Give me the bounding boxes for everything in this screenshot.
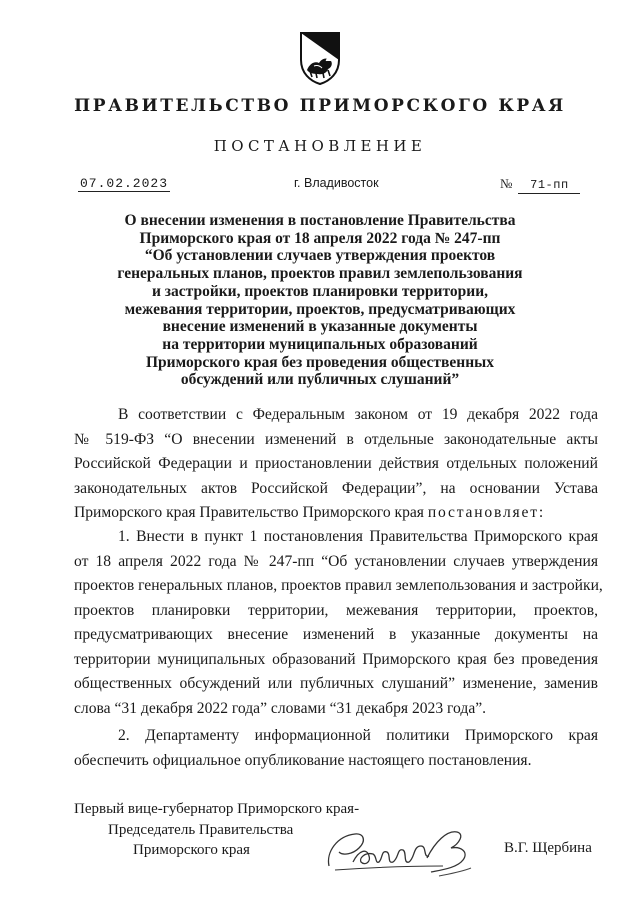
- paragraph-line: № 519-ФЗ “О внесении изменений в отдельные законодательные акты: [74, 430, 598, 448]
- signatory-position: [74, 799, 359, 861]
- title-line: Приморского края без проведения общественных: [146, 353, 494, 371]
- preamble-paragraph: [74, 403, 598, 526]
- signatory-name: В.Г. Щербина: [504, 840, 592, 856]
- paragraph-line: 2. Департаменту информационной политики Приморского края: [118, 727, 598, 744]
- handwritten-signature: [323, 822, 483, 880]
- paragraph-line: общественных обсуждений или публичных слушаний” изменение, заменив: [74, 675, 598, 692]
- document-city: г. Владивосток: [294, 176, 379, 190]
- title-line: на территории муниципальных образований: [162, 335, 478, 353]
- paragraph-line: В соответствии с Федеральным законом от 19 декабря 2022 года: [118, 406, 598, 423]
- paragraph-line: Российской Федерации и приостановлении действия отдельных положений: [74, 455, 598, 472]
- document-type: ПОСТАНОВЛЕНИЕ: [213, 137, 427, 155]
- paragraph-line: обеспечить официальное опубликование настоящего постановления.: [74, 751, 532, 769]
- decree-word: постановляет:: [427, 504, 545, 521]
- document-number: [500, 176, 580, 194]
- title-line: обсуждений или публичных слушаний”: [180, 371, 460, 389]
- document-title: [100, 212, 540, 389]
- paragraph-line: проектов планировки территории, межевания территории, проектов,: [74, 601, 598, 619]
- title-line: внесение изменений в указанные документы: [162, 318, 478, 336]
- position-line: Первый вице-губернатор Приморского края-: [74, 801, 360, 817]
- paragraph-line: Приморского края Правительство Приморского края: [74, 504, 424, 521]
- paragraph-line: 1. Внести в пункт 1 постановления Правительства Приморского края: [118, 528, 598, 545]
- paragraph-line: законодательных актов Российской Федерации”, на основании Устава: [74, 479, 598, 497]
- title-line: и застройки, проектов планировки территории,: [151, 282, 489, 300]
- position-line: Приморского края: [133, 842, 250, 858]
- paragraph-line: предусматривающих внесение изменений в указанные документы на: [74, 626, 598, 643]
- document-date: 07.02.2023: [80, 176, 169, 191]
- title-line: Приморского края от 18 апреля 2022 года № 247-пп: [139, 229, 501, 247]
- paragraph-line: от 18 апреля 2022 года № 247-пп “Об установлении случаев утверждения: [74, 552, 598, 570]
- title-line: О внесении изменения в постановление Правительства: [124, 212, 516, 229]
- item-2-paragraph: [74, 724, 598, 773]
- title-line: межевания территории, проектов, предусматривающих: [124, 300, 516, 318]
- coat-of-arms-emblem: [298, 30, 342, 86]
- item-1-paragraph: [74, 525, 603, 721]
- number-value: 71-пп: [518, 178, 580, 194]
- paragraph-line: слова “31 декабря 2022 года” словами “31 декабря 2023 года”.: [74, 699, 487, 717]
- position-line: Председатель Правительства: [108, 821, 294, 838]
- title-line: генеральных планов, проектов правил землепользования: [117, 265, 523, 283]
- number-label: №: [500, 176, 513, 191]
- title-line: “Об установлении случаев утверждения проектов: [144, 247, 496, 265]
- paragraph-line: проектов генеральных планов, проектов правил землепользования и застройки,: [74, 577, 603, 594]
- paragraph-line: территории муниципальных образований Приморского края без проведения: [74, 650, 598, 668]
- paragraph-last-line: [74, 501, 598, 526]
- organization-name: ПРАВИТЕЛЬСТВО ПРИМОРСКОГО КРАЯ: [74, 96, 566, 116]
